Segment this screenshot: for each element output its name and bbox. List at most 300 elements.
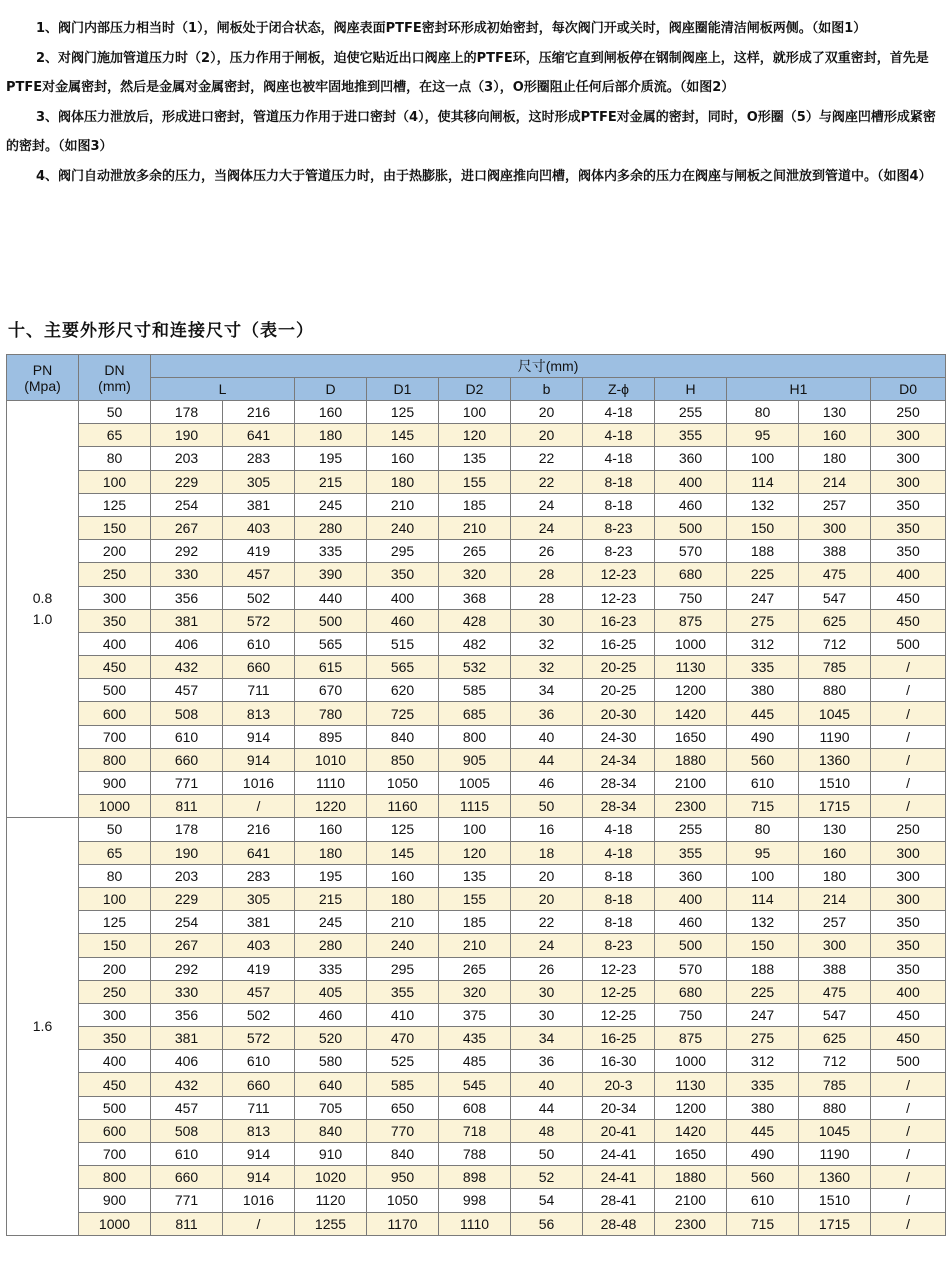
- table-cell: 178: [151, 401, 223, 424]
- pn-value: 0.8: [32, 590, 53, 607]
- table-cell: 330: [151, 980, 223, 1003]
- table-row: [7, 1003, 946, 1026]
- table-cell: 4-18: [583, 424, 655, 447]
- table-cell: 100: [79, 470, 151, 493]
- table-cell: 380: [727, 1096, 799, 1119]
- table-cell: 580: [295, 1050, 367, 1073]
- table-cell: 12-23: [583, 586, 655, 609]
- table-cell: 1050: [367, 772, 439, 795]
- table-cell: 350: [79, 609, 151, 632]
- table-row: [7, 1189, 946, 1212]
- table-cell: 65: [79, 424, 151, 447]
- table-cell: 355: [655, 424, 727, 447]
- table-cell: 500: [79, 679, 151, 702]
- table-cell: 185: [439, 911, 511, 934]
- table-cell: 641: [223, 841, 295, 864]
- table-cell: 450: [79, 1073, 151, 1096]
- table-cell: 500: [871, 632, 946, 655]
- table-cell: 215: [295, 470, 367, 493]
- table-cell: 400: [79, 632, 151, 655]
- table-cell: 190: [151, 424, 223, 447]
- table-row: [7, 980, 946, 1003]
- table-cell: 700: [79, 1143, 151, 1166]
- table-cell: 771: [151, 772, 223, 795]
- table-cell: 1420: [655, 702, 727, 725]
- table-cell: 150: [79, 516, 151, 539]
- table-cell: 900: [79, 772, 151, 795]
- table-cell: 210: [367, 911, 439, 934]
- table-row: [7, 1143, 946, 1166]
- table-cell: 160: [799, 424, 871, 447]
- table-cell: 229: [151, 887, 223, 910]
- table-cell: 780: [295, 702, 367, 725]
- table-cell: 900: [79, 1189, 151, 1212]
- table-cell: 914: [223, 748, 295, 771]
- table-cell: 1115: [439, 795, 511, 818]
- table-cell: 460: [295, 1003, 367, 1026]
- table-row: [7, 702, 946, 725]
- table-cell: 565: [295, 632, 367, 655]
- table-cell: 381: [223, 911, 295, 934]
- table-cell: 267: [151, 934, 223, 957]
- table-cell: 850: [367, 748, 439, 771]
- table-cell: 400: [655, 887, 727, 910]
- header-col-H1: H1: [727, 378, 871, 401]
- table-cell: 216: [223, 818, 295, 841]
- table-cell: 998: [439, 1189, 511, 1212]
- table-cell: 914: [223, 725, 295, 748]
- table-cell: 188: [727, 540, 799, 563]
- table-cell: 8-18: [583, 887, 655, 910]
- table-cell: /: [871, 748, 946, 771]
- table-cell: 718: [439, 1119, 511, 1142]
- table-cell: 312: [727, 632, 799, 655]
- table-cell: 100: [439, 818, 511, 841]
- table-cell: 8-23: [583, 934, 655, 957]
- table-cell: 292: [151, 957, 223, 980]
- table-cell: 300: [871, 864, 946, 887]
- table-cell: 508: [151, 702, 223, 725]
- table-cell: 245: [295, 911, 367, 934]
- table-cell: 640: [295, 1073, 367, 1096]
- table-cell: 330: [151, 563, 223, 586]
- table-cell: 200: [79, 957, 151, 980]
- table-cell: 700: [79, 725, 151, 748]
- table-cell: 660: [151, 748, 223, 771]
- table-cell: 547: [799, 586, 871, 609]
- table-cell: 114: [727, 470, 799, 493]
- pn-group-cell: [7, 401, 79, 818]
- table-cell: 711: [223, 1096, 295, 1119]
- table-cell: 12-25: [583, 980, 655, 1003]
- table-cell: 292: [151, 540, 223, 563]
- table-cell: /: [871, 679, 946, 702]
- table-cell: 150: [727, 934, 799, 957]
- table-cell: 8-18: [583, 470, 655, 493]
- table-cell: 160: [799, 841, 871, 864]
- table-cell: 40: [511, 1073, 583, 1096]
- table-cell: 1160: [367, 795, 439, 818]
- table-cell: 508: [151, 1119, 223, 1142]
- table-cell: 432: [151, 656, 223, 679]
- table-cell: 610: [151, 725, 223, 748]
- table-cell: 120: [439, 841, 511, 864]
- table-cell: 350: [871, 957, 946, 980]
- table-cell: 950: [367, 1166, 439, 1189]
- table-cell: 350: [871, 516, 946, 539]
- table-cell: 250: [79, 563, 151, 586]
- table-cell: 1000: [79, 1212, 151, 1235]
- table-cell: 572: [223, 609, 295, 632]
- table-cell: 257: [799, 911, 871, 934]
- table-cell: 203: [151, 447, 223, 470]
- table-cell: 875: [655, 1027, 727, 1050]
- table-cell: 1170: [367, 1212, 439, 1235]
- table-cell: 570: [655, 957, 727, 980]
- table-cell: /: [871, 1212, 946, 1235]
- table-cell: 22: [511, 911, 583, 934]
- table-cell: 254: [151, 911, 223, 934]
- table-cell: 185: [439, 493, 511, 516]
- table-row: [7, 864, 946, 887]
- table-cell: 225: [727, 563, 799, 586]
- table-cell: 125: [367, 401, 439, 424]
- table-cell: 295: [367, 957, 439, 980]
- table-cell: 400: [655, 470, 727, 493]
- table-cell: 475: [799, 563, 871, 586]
- table-cell: /: [871, 1096, 946, 1119]
- table-cell: 750: [655, 1003, 727, 1026]
- table-cell: 160: [367, 864, 439, 887]
- table-cell: 600: [79, 1119, 151, 1142]
- header-dn-unit: (mm): [98, 377, 131, 394]
- table-cell: 20-25: [583, 679, 655, 702]
- table-cell: 2300: [655, 1212, 727, 1235]
- table-cell: /: [871, 702, 946, 725]
- table-cell: 210: [439, 516, 511, 539]
- table-cell: 610: [223, 632, 295, 655]
- table-cell: 160: [295, 401, 367, 424]
- table-cell: 44: [511, 748, 583, 771]
- table-cell: 800: [439, 725, 511, 748]
- table-cell: 50: [79, 818, 151, 841]
- table-cell: 100: [727, 447, 799, 470]
- table-cell: 300: [871, 470, 946, 493]
- header-col-D: D: [295, 378, 367, 401]
- table-cell: 1650: [655, 1143, 727, 1166]
- table-cell: 428: [439, 609, 511, 632]
- table-cell: 875: [655, 609, 727, 632]
- table-row: [7, 470, 946, 493]
- intro-paragraph-1: 1、阀门内部压力相当时（1），闸板处于闭合状态，阀座表面PTFE密封环形成初始密封，每次阀门开或关时，阀座圈能清洁闸板两侧。（如图1）: [36, 21, 867, 36]
- table-cell: 572: [223, 1027, 295, 1050]
- table-cell: 28: [511, 563, 583, 586]
- table-cell: 1120: [295, 1189, 367, 1212]
- table-cell: 295: [367, 540, 439, 563]
- table-cell: /: [871, 725, 946, 748]
- table-cell: 214: [799, 470, 871, 493]
- table-cell: 300: [871, 887, 946, 910]
- table-cell: 356: [151, 1003, 223, 1026]
- table-cell: 1510: [799, 772, 871, 795]
- table-row: [7, 424, 946, 447]
- table-cell: 450: [79, 656, 151, 679]
- table-cell: 600: [79, 702, 151, 725]
- table-cell: 8-18: [583, 493, 655, 516]
- table-cell: 300: [871, 424, 946, 447]
- table-cell: 24: [511, 516, 583, 539]
- table-cell: 1000: [79, 795, 151, 818]
- table-cell: 368: [439, 586, 511, 609]
- intro-paragraph-4: 4、阀门自动泄放多余的压力，当阀体压力大于管道压力时，由于热膨胀，进口阀座推向凹槽，阀体内多余的压力在阀座与闸板之间泄放到管道中。（如图4）: [36, 168, 932, 184]
- table-row: [7, 493, 946, 516]
- table-cell: 770: [367, 1119, 439, 1142]
- table-cell: 12-23: [583, 563, 655, 586]
- table-cell: /: [871, 1166, 946, 1189]
- table-cell: 190: [151, 841, 223, 864]
- table-cell: 715: [727, 795, 799, 818]
- header-col-b: b: [511, 378, 583, 401]
- table-cell: /: [871, 795, 946, 818]
- table-cell: 100: [727, 864, 799, 887]
- header-dn: [79, 355, 151, 401]
- table-cell: 771: [151, 1189, 223, 1212]
- table-cell: 80: [727, 818, 799, 841]
- table-cell: 2100: [655, 1189, 727, 1212]
- table-row: [7, 772, 946, 795]
- table-cell: 12-23: [583, 957, 655, 980]
- table-cell: 34: [511, 679, 583, 702]
- table-cell: 22: [511, 470, 583, 493]
- table-cell: 254: [151, 493, 223, 516]
- table-cell: 24-34: [583, 748, 655, 771]
- table-cell: 2300: [655, 795, 727, 818]
- table-row: [7, 401, 946, 424]
- table-cell: 450: [871, 609, 946, 632]
- table-cell: 24-41: [583, 1143, 655, 1166]
- table-cell: 150: [79, 934, 151, 957]
- table-cell: 435: [439, 1027, 511, 1050]
- table-row: [7, 818, 946, 841]
- table-row: [7, 516, 946, 539]
- table-cell: /: [871, 1189, 946, 1212]
- table-cell: 1420: [655, 1119, 727, 1142]
- table-cell: 660: [223, 1073, 295, 1096]
- table-cell: 335: [295, 957, 367, 980]
- header-pn: [7, 355, 79, 401]
- table-cell: 712: [799, 1050, 871, 1073]
- table-row: [7, 1096, 946, 1119]
- table-cell: 100: [439, 401, 511, 424]
- table-cell: 20: [511, 401, 583, 424]
- table-cell: 1190: [799, 1143, 871, 1166]
- table-cell: 150: [727, 516, 799, 539]
- table-cell: 188: [727, 957, 799, 980]
- table-cell: 255: [655, 818, 727, 841]
- table-cell: 620: [367, 679, 439, 702]
- table-cell: 160: [367, 447, 439, 470]
- table-cell: 145: [367, 841, 439, 864]
- table-cell: 312: [727, 1050, 799, 1073]
- table-cell: 360: [655, 864, 727, 887]
- table-row: [7, 1050, 946, 1073]
- table-cell: 350: [871, 540, 946, 563]
- table-cell: 20: [511, 864, 583, 887]
- table-cell: 350: [871, 911, 946, 934]
- table-row: [7, 1027, 946, 1050]
- table-cell: 28-41: [583, 1189, 655, 1212]
- table-cell: 350: [871, 493, 946, 516]
- table-cell: 257: [799, 493, 871, 516]
- table-cell: 8-18: [583, 911, 655, 934]
- table-cell: 712: [799, 632, 871, 655]
- table-cell: 16-23: [583, 609, 655, 632]
- table-cell: 50: [511, 795, 583, 818]
- header-pn-label: PN: [32, 361, 53, 378]
- table-cell: 355: [655, 841, 727, 864]
- table-cell: 1880: [655, 1166, 727, 1189]
- table-cell: /: [871, 1143, 946, 1166]
- table-cell: 24-41: [583, 1166, 655, 1189]
- table-cell: 610: [727, 1189, 799, 1212]
- table-cell: 180: [799, 864, 871, 887]
- table-cell: 265: [439, 540, 511, 563]
- table-cell: 155: [439, 887, 511, 910]
- table-cell: 800: [79, 1166, 151, 1189]
- table-cell: 50: [511, 1143, 583, 1166]
- table-cell: 610: [223, 1050, 295, 1073]
- table-cell: 20: [511, 424, 583, 447]
- table-cell: 1045: [799, 1119, 871, 1142]
- table-cell: 16: [511, 818, 583, 841]
- table-cell: 130: [799, 401, 871, 424]
- header-dn-label: DN: [104, 361, 125, 378]
- table-cell: 410: [367, 1003, 439, 1026]
- table-cell: 247: [727, 586, 799, 609]
- table-row: [7, 795, 946, 818]
- table-cell: 275: [727, 609, 799, 632]
- table-cell: 26: [511, 540, 583, 563]
- table-cell: 56: [511, 1212, 583, 1235]
- table-cell: 560: [727, 748, 799, 771]
- table-cell: 500: [295, 609, 367, 632]
- table-cell: 132: [727, 911, 799, 934]
- table-cell: 381: [223, 493, 295, 516]
- table-cell: 52: [511, 1166, 583, 1189]
- table-row: [7, 679, 946, 702]
- table-cell: 895: [295, 725, 367, 748]
- table-cell: 36: [511, 1050, 583, 1073]
- table-cell: 813: [223, 1119, 295, 1142]
- table-cell: 460: [367, 609, 439, 632]
- table-cell: 570: [655, 540, 727, 563]
- table-cell: 660: [223, 656, 295, 679]
- table-cell: 460: [655, 493, 727, 516]
- intro-text: [6, 14, 944, 191]
- table-cell: 615: [295, 656, 367, 679]
- table-cell: 8-23: [583, 540, 655, 563]
- table-cell: 880: [799, 679, 871, 702]
- table-cell: 36: [511, 702, 583, 725]
- table-cell: 750: [655, 586, 727, 609]
- table-cell: 406: [151, 632, 223, 655]
- table-cell: 785: [799, 1073, 871, 1096]
- table-cell: 1200: [655, 679, 727, 702]
- table-cell: 283: [223, 447, 295, 470]
- table-cell: 450: [871, 1003, 946, 1026]
- table-cell: 545: [439, 1073, 511, 1096]
- table-cell: 26: [511, 957, 583, 980]
- table-cell: 1110: [295, 772, 367, 795]
- table-cell: 12-25: [583, 1003, 655, 1026]
- table-cell: 450: [871, 586, 946, 609]
- table-cell: 80: [727, 401, 799, 424]
- table-cell: 305: [223, 470, 295, 493]
- table-cell: 585: [367, 1073, 439, 1096]
- table-cell: 16-25: [583, 632, 655, 655]
- table-cell: 388: [799, 540, 871, 563]
- table-cell: 502: [223, 586, 295, 609]
- table-cell: 445: [727, 1119, 799, 1142]
- table-cell: 145: [367, 424, 439, 447]
- table-row: [7, 586, 946, 609]
- table-cell: 381: [151, 609, 223, 632]
- pn-group-cell: [7, 818, 79, 1235]
- table-cell: 30: [511, 609, 583, 632]
- table-row: [7, 1119, 946, 1142]
- table-cell: 125: [79, 493, 151, 516]
- table-cell: 18: [511, 841, 583, 864]
- table-cell: 547: [799, 1003, 871, 1026]
- table-cell: 419: [223, 540, 295, 563]
- table-cell: 114: [727, 887, 799, 910]
- table-cell: 725: [367, 702, 439, 725]
- table-cell: 125: [79, 911, 151, 934]
- table-cell: 500: [655, 516, 727, 539]
- table-cell: 450: [871, 1027, 946, 1050]
- table-cell: 95: [727, 841, 799, 864]
- table-cell: 525: [367, 1050, 439, 1073]
- table-cell: 80: [79, 447, 151, 470]
- table-cell: 250: [871, 401, 946, 424]
- table-cell: 24-30: [583, 725, 655, 748]
- table-cell: 80: [79, 864, 151, 887]
- table-cell: 28-34: [583, 795, 655, 818]
- table-cell: 275: [727, 1027, 799, 1050]
- table-cell: 195: [295, 447, 367, 470]
- table-row: [7, 563, 946, 586]
- table-cell: 28: [511, 586, 583, 609]
- header-col-H: H: [655, 378, 727, 401]
- table-cell: 40: [511, 725, 583, 748]
- table-cell: 400: [367, 586, 439, 609]
- table-cell: 565: [367, 656, 439, 679]
- table-cell: 811: [151, 795, 223, 818]
- table-cell: /: [871, 772, 946, 795]
- table-cell: 65: [79, 841, 151, 864]
- table-cell: 625: [799, 1027, 871, 1050]
- header-col-Z: Z-ϕ: [583, 378, 655, 401]
- table-cell: 785: [799, 656, 871, 679]
- table-cell: 910: [295, 1143, 367, 1166]
- table-cell: 680: [655, 980, 727, 1003]
- table-cell: /: [223, 795, 295, 818]
- table-cell: 914: [223, 1143, 295, 1166]
- table-cell: 482: [439, 632, 511, 655]
- table-cell: 130: [799, 818, 871, 841]
- table-cell: 280: [295, 516, 367, 539]
- table-cell: 20-3: [583, 1073, 655, 1096]
